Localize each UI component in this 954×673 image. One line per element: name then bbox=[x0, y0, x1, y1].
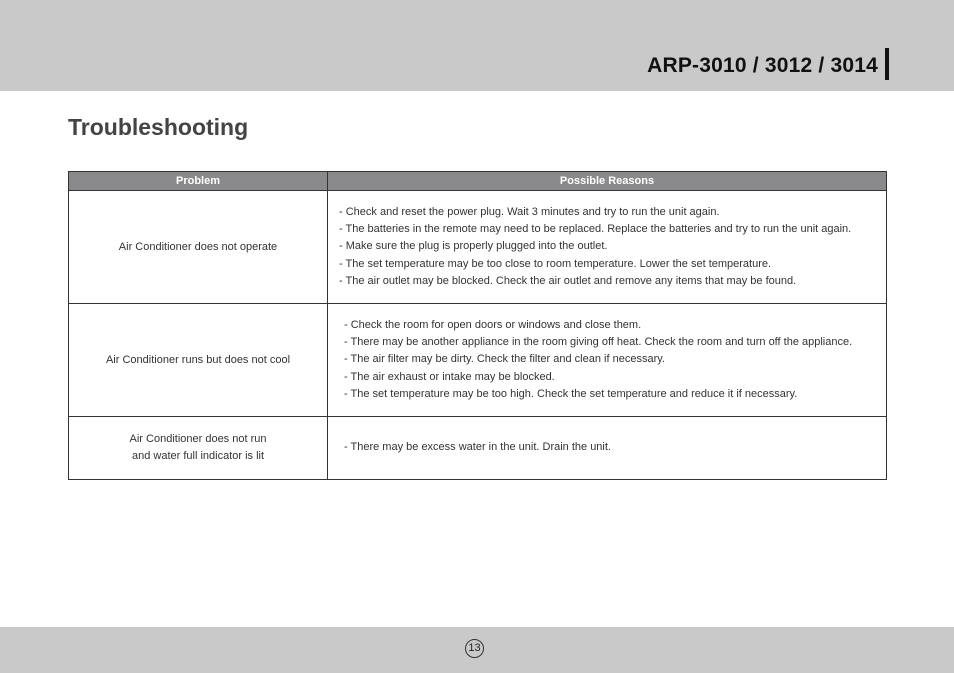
problem-cell bbox=[69, 191, 328, 304]
problem-cell bbox=[69, 417, 328, 480]
page-title: Troubleshooting bbox=[68, 114, 249, 140]
table-row bbox=[69, 304, 887, 417]
reason-item: - Check the room for open doors or windows and close them. bbox=[344, 318, 642, 331]
reason-item: - The air outlet may be blocked. Check the air outlet and remove any items that may be found. bbox=[339, 274, 797, 287]
reason-item: - Check and reset the power plug. Wait 3 minutes and try to run the unit again. bbox=[339, 205, 720, 218]
column-header-reasons: Possible Reasons bbox=[328, 172, 887, 191]
page-number: 13 bbox=[465, 639, 484, 658]
problem-text: Air Conditioner does not run bbox=[129, 433, 267, 445]
problem-text: Air Conditioner runs but does not cool bbox=[105, 353, 291, 366]
table-header-row bbox=[69, 172, 887, 191]
problem-cell bbox=[69, 304, 328, 417]
reason-item: - There may be excess water in the unit. Drain the unit. bbox=[344, 441, 611, 454]
problem-text: and water full indicator is lit bbox=[131, 450, 265, 462]
reason-item: - Make sure the plug is properly plugged into the outlet. bbox=[339, 240, 608, 253]
reason-item: - The air filter may be dirty. Check the filter and clean if necessary. bbox=[344, 353, 665, 366]
header-divider bbox=[885, 48, 889, 80]
reasons-cell bbox=[328, 417, 887, 480]
reason-item: - The air exhaust or intake may be blocked. bbox=[344, 370, 555, 383]
reasons-cell bbox=[328, 191, 887, 304]
reason-item: - There may be another appliance in the room giving off heat. Check the room and turn off the appliance. bbox=[344, 336, 853, 349]
reason-item: - The set temperature may be too close to room temperature. Lower the set temperature. bbox=[339, 257, 772, 270]
table-row bbox=[69, 417, 887, 480]
reasons-cell bbox=[328, 304, 887, 417]
reason-item: - The batteries in the remote may need to be replaced. Replace the batteries and try to run the unit again. bbox=[339, 223, 852, 236]
problem-text: Air Conditioner does not operate bbox=[118, 240, 278, 253]
column-header-problem: Problem bbox=[69, 172, 328, 191]
table-row bbox=[69, 191, 887, 304]
model-number: ARP-3010 / 3012 / 3014 bbox=[647, 54, 878, 77]
reason-item: - The set temperature may be too high. Check the set temperature and reduce it if necessary. bbox=[344, 387, 798, 400]
troubleshooting-table bbox=[68, 171, 887, 480]
